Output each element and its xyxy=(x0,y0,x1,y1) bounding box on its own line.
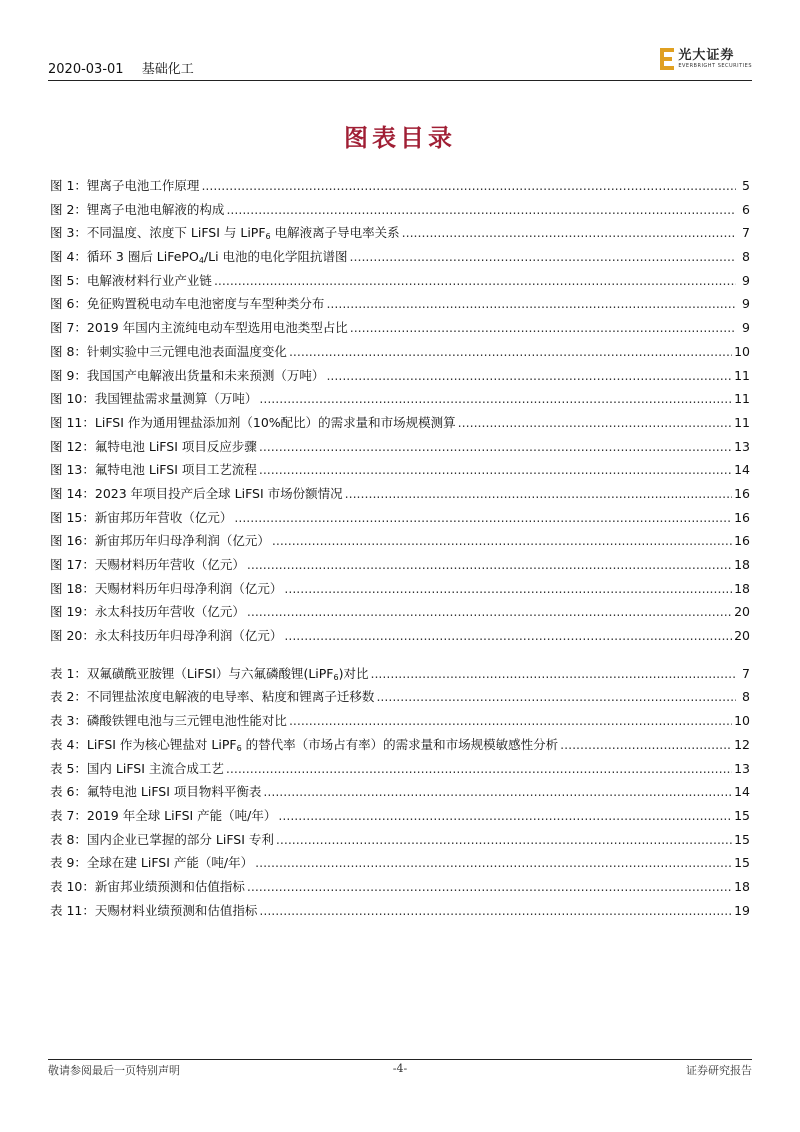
dot-leader xyxy=(263,784,732,799)
dot-leader xyxy=(326,368,732,383)
table-entry-page: 15 xyxy=(734,831,750,847)
dot-leader xyxy=(247,604,732,619)
dot-leader xyxy=(259,903,732,918)
figure-entry[interactable] xyxy=(50,247,750,271)
figure-entry-page: 7 xyxy=(742,225,750,241)
report-date: 2020-03-01 xyxy=(48,62,124,77)
table-entry-label: 表 4：LiFSI 作为核心锂盐对 LiPF$_6$ 的替代率（市场占有率）的需求量和市场规模敏感性分析 xyxy=(50,736,559,753)
dot-leader xyxy=(402,225,736,240)
table-entry-label: 表 8：国内企业已掌握的部分 LiFSI 专利 xyxy=(50,831,274,847)
figure-entry-page: 5 xyxy=(742,178,750,193)
figure-entry[interactable] xyxy=(50,366,750,390)
table-of-contents xyxy=(50,176,750,924)
table-entry-label: 表 11：天赐材料业绩预测和估值指标 xyxy=(50,902,258,918)
figure-list xyxy=(50,176,750,650)
company-logo xyxy=(660,48,752,70)
figure-entry-page: 11 xyxy=(734,367,750,383)
table-entry-label: 表 9：全球在建 LiFSI 产能（吨/年） xyxy=(50,855,254,871)
table-entry-label: 表 5：国内 LiFSI 主流合成工艺 xyxy=(50,760,224,776)
figure-entry-label: 图 11：LiFSI 作为通用锂盐添加剂（10%配比）的需求量和市场规模测算 xyxy=(50,414,456,430)
table-entry[interactable] xyxy=(50,901,750,925)
dot-leader xyxy=(370,666,736,681)
table-entry[interactable] xyxy=(50,735,750,759)
dot-leader xyxy=(345,486,732,501)
table-entry[interactable] xyxy=(50,664,750,688)
table-entry-label: 表 6：氟特电池 LiFSI 项目物料平衡表 xyxy=(50,784,262,800)
table-entry[interactable] xyxy=(50,687,750,711)
figure-entry[interactable] xyxy=(50,555,750,579)
table-entry[interactable] xyxy=(50,759,750,783)
table-entry-label: 表 10：新宙邦业绩预测和估值指标 xyxy=(50,878,245,894)
figure-entry-label: 图 19：永太科技历年营收（亿元） xyxy=(50,604,245,620)
figure-entry[interactable] xyxy=(50,437,750,461)
figure-entry[interactable] xyxy=(50,602,750,626)
dot-leader xyxy=(259,391,732,406)
figure-entry-page: 10 xyxy=(734,343,750,359)
header-info xyxy=(48,58,208,77)
table-entry-label: 表 1：双氟磺酰亚胺锂（LiFSI）与六氟磷酸锂(LiPF$_6$)对比 xyxy=(50,665,369,682)
figure-entry-page: 18 xyxy=(734,557,750,572)
table-entry-page: 8 xyxy=(742,689,750,705)
dot-leader xyxy=(247,879,732,894)
figure-entry-page: 6 xyxy=(742,201,750,217)
figure-entry[interactable] xyxy=(50,318,750,342)
table-entry[interactable] xyxy=(50,782,750,806)
figure-entry-label: 图 12：氟特电池 LiFSI 项目反应步骤 xyxy=(50,438,257,454)
figure-entry-page: 9 xyxy=(742,296,750,312)
figure-entry-label: 图 15：新宙邦历年营收（亿元） xyxy=(50,509,233,525)
figure-entry-page: 11 xyxy=(734,391,750,407)
table-entry-page: 18 xyxy=(734,878,750,894)
figure-entry[interactable] xyxy=(50,460,750,484)
figure-entry-page: 11 xyxy=(734,414,750,430)
figure-entry-label: 图 7：2019 年国内主流纯电动车型选用电池类型占比 xyxy=(50,320,348,336)
footer-divider xyxy=(48,1059,752,1060)
footer-page-number: -4- xyxy=(392,1062,408,1075)
dot-leader xyxy=(560,737,732,752)
figure-entry[interactable] xyxy=(50,294,750,318)
figure-entry[interactable] xyxy=(50,342,750,366)
figure-entry-page: 16 xyxy=(734,485,750,501)
table-entry-page: 15 xyxy=(734,855,750,871)
figure-entry-label: 图 9：我国国产电解液出货量和未来预测（万吨） xyxy=(50,367,325,383)
header-divider xyxy=(48,80,752,81)
figure-entry-label: 图 18：天赐材料历年归母净利润（亿元） xyxy=(50,580,283,596)
dot-leader xyxy=(350,249,736,264)
figure-entry-label: 图 13：氟特电池 LiFSI 项目工艺流程 xyxy=(50,462,257,478)
table-entry-page: 10 xyxy=(734,713,750,729)
figure-entry[interactable] xyxy=(50,271,750,295)
dot-leader xyxy=(326,296,736,311)
figure-entry[interactable] xyxy=(50,626,750,650)
dot-leader xyxy=(272,533,732,548)
dot-leader xyxy=(247,557,732,572)
list-gap xyxy=(50,650,750,664)
figure-entry[interactable] xyxy=(50,389,750,413)
dot-leader xyxy=(259,462,732,477)
figure-entry-label: 图 14：2023 年项目投产后全球 LiFSI 市场份额情况 xyxy=(50,485,343,501)
table-entry-page: 12 xyxy=(734,736,750,752)
figure-entry-label: 图 8：针刺实验中三元锂电池表面温度变化 xyxy=(50,343,287,359)
table-entry-label: 表 2：不同锂盐浓度电解液的电导率、粘度和锂离子迁移数 xyxy=(50,689,375,705)
logo-english-name: EVERBRIGHT SECURITIES xyxy=(678,63,752,69)
figure-entry[interactable] xyxy=(50,176,750,200)
figure-entry[interactable] xyxy=(50,484,750,508)
table-entry-label: 表 7：2019 年全球 LiFSI 产能（吨/年） xyxy=(50,807,277,823)
figure-entry-label: 图 17：天赐材料历年营收（亿元） xyxy=(50,557,245,572)
table-entry[interactable] xyxy=(50,853,750,877)
dot-leader xyxy=(226,761,732,776)
figure-entry-label: 图 4：循环 3 圈后 LiFePO$_4$/Li 电池的电化学阻抗谱图 xyxy=(50,249,348,266)
table-list xyxy=(50,664,750,925)
dot-leader xyxy=(458,415,732,430)
logo-mark-icon xyxy=(660,48,674,70)
dot-leader xyxy=(376,689,736,704)
figure-entry[interactable] xyxy=(50,413,750,437)
figure-entry-label: 图 2：锂离子电池电解液的构成 xyxy=(50,201,225,217)
figure-entry[interactable] xyxy=(50,531,750,555)
figure-entry-page: 20 xyxy=(734,604,750,620)
table-entry[interactable] xyxy=(50,877,750,901)
figure-entry-label: 图 1：锂离子电池工作原理 xyxy=(50,178,200,193)
dot-leader xyxy=(259,439,732,454)
figure-entry-label: 图 6：免征购置税电动车电池密度与车型种类分布 xyxy=(50,296,325,312)
table-entry-page: 14 xyxy=(734,784,750,800)
figure-entry[interactable] xyxy=(50,579,750,603)
figure-entry-page: 20 xyxy=(734,628,750,644)
figure-entry-page: 14 xyxy=(734,462,750,478)
figure-entry-page: 9 xyxy=(742,320,750,336)
dot-leader xyxy=(289,713,732,728)
figure-entry-label: 图 16：新宙邦历年归母净利润（亿元） xyxy=(50,533,270,549)
dot-leader xyxy=(289,344,732,359)
figure-entry-page: 16 xyxy=(734,509,750,525)
table-entry-page: 15 xyxy=(734,807,750,823)
footer-report-type: 证券研究报告 xyxy=(686,1064,752,1077)
footer-disclaimer: 敬请参阅最后一页特别声明 xyxy=(48,1064,180,1077)
table-entry-page: 13 xyxy=(734,760,750,776)
dot-leader xyxy=(284,628,732,643)
table-entry[interactable] xyxy=(50,806,750,830)
table-entry[interactable] xyxy=(50,711,750,735)
figure-entry-page: 18 xyxy=(734,580,750,596)
table-entry-label: 表 3：磷酸铁锂电池与三元锂电池性能对比 xyxy=(50,713,287,729)
dot-leader xyxy=(214,273,736,288)
dot-leader xyxy=(350,320,736,335)
table-entry[interactable] xyxy=(50,830,750,854)
table-entry-page: 19 xyxy=(734,902,750,918)
dot-leader xyxy=(234,510,732,525)
page-title: 图表目录 xyxy=(344,123,456,152)
table-entry-page: 7 xyxy=(742,665,750,681)
dot-leader xyxy=(255,855,732,870)
figure-entry-label: 图 20：永太科技历年归母净利润（亿元） xyxy=(50,628,283,644)
figure-entry-page: 13 xyxy=(734,438,750,454)
figure-entry-page: 16 xyxy=(734,533,750,549)
figure-entry[interactable] xyxy=(50,200,750,224)
dot-leader xyxy=(226,202,736,217)
dot-leader xyxy=(276,832,732,847)
figure-entry-page: 8 xyxy=(742,249,750,265)
figure-entry[interactable] xyxy=(50,508,750,532)
page-header xyxy=(48,50,752,80)
report-sector: 基础化工 xyxy=(141,62,194,77)
figure-entry-page: 9 xyxy=(742,272,750,288)
figure-entry-label: 图 10：我国锂盐需求量测算（万吨） xyxy=(50,391,258,407)
dot-leader xyxy=(284,581,732,596)
figure-entry[interactable] xyxy=(50,223,750,247)
dot-leader xyxy=(201,178,736,193)
logo-chinese-name: 光大证券 xyxy=(678,48,735,63)
figure-entry-label: 图 5：电解液材料行业产业链 xyxy=(50,272,212,288)
figure-entry-label: 图 3：不同温度、浓度下 LiFSI 与 LiPF$_6$ 电解液离子导电率关系 xyxy=(50,225,400,242)
dot-leader xyxy=(278,808,732,823)
